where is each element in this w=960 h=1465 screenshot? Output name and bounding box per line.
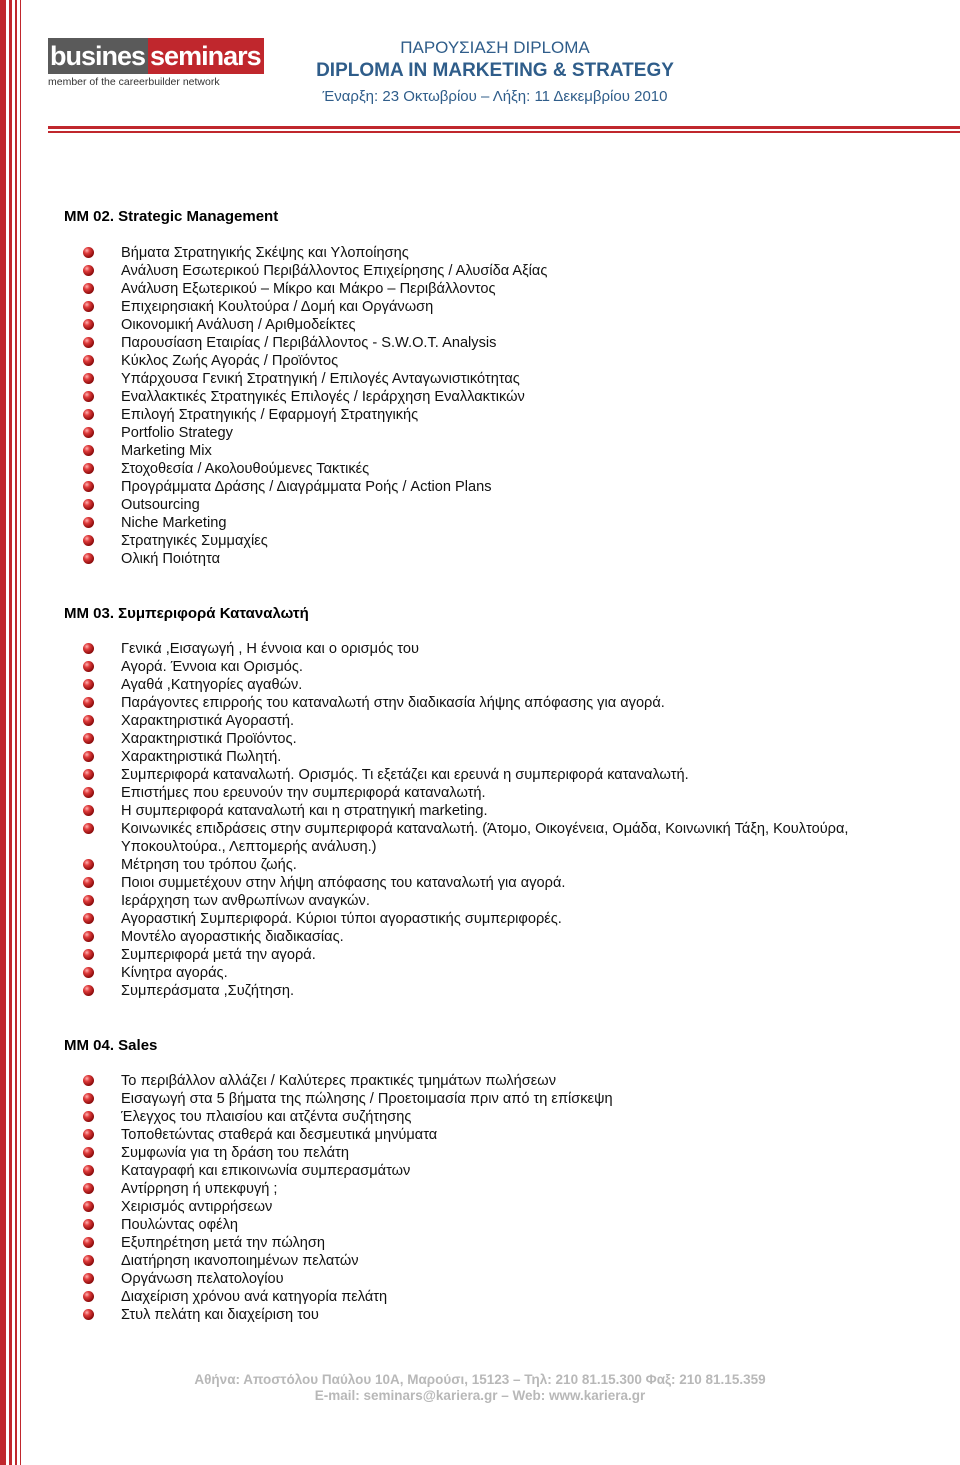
list-item-text: Ανάλυση Εσωτερικού Περιβάλλοντος Επιχείρησης / Αλυσίδα Αξίας — [121, 263, 548, 279]
list-item-text: Υπάρχουσα Γενική Στρατηγική / Επιλογές Ανταγωνιστικότητας — [121, 371, 520, 387]
bullet-icon — [83, 283, 94, 294]
list-item — [80, 1216, 935, 1234]
list-item — [80, 1234, 935, 1252]
list-item-text: Πουλώντας οφέλη — [121, 1217, 238, 1233]
bullet-icon — [83, 661, 94, 672]
section-title-mm04: MM 04. Sales — [64, 1037, 158, 1054]
list-item-text: Outsourcing — [121, 497, 200, 513]
list-item-text: Niche Marketing — [121, 515, 227, 531]
list-item-text: Εναλλακτικές Στρατηγικές Επιλογές / Ιεράρχηση Εναλλακτικών — [121, 389, 525, 405]
list-item-text: Οικονομική Ανάλυση / Αριθμοδείκτες — [121, 317, 356, 333]
list-item — [80, 856, 935, 874]
list-item — [80, 1090, 935, 1108]
list-item-text: Επιλογή Στρατηγικής / Εφαρμογή Στρατηγικής — [121, 407, 419, 423]
section-list-mm04 — [80, 1072, 935, 1324]
list-item-text: Ιεράρχηση των ανθρωπίνων αναγκών. — [121, 893, 370, 909]
list-item-text: Συμπεράσματα ,Συζήτηση. — [121, 983, 295, 999]
list-item-text: Κύκλος Ζωής Αγοράς / Προϊόντος — [121, 353, 339, 369]
bullet-icon — [83, 697, 94, 708]
list-item-text: Το περιβάλλον αλλάζει / Καλύτερες πρακτικές τμημάτων πωλήσεων — [121, 1073, 556, 1089]
list-item — [80, 334, 935, 352]
bullet-icon — [83, 373, 94, 384]
list-item-text: Βήματα Στρατηγικής Σκέψης και Υλοποίησης — [121, 245, 409, 261]
list-item — [80, 514, 935, 532]
bullet-icon — [83, 859, 94, 870]
list-item-text: Συμφωνία για τη δράση του πελάτη — [121, 1145, 349, 1161]
list-item — [80, 748, 935, 766]
list-item-text: Μοντέλο αγοραστικής διαδικασίας. — [121, 929, 344, 945]
bullet-icon — [83, 769, 94, 780]
list-item-text: Στρατηγικές Συμμαχίες — [121, 533, 268, 549]
list-item-text: Ποιοι συμμετέχουν στην λήψη απόφασης του καταναλωτή για αγορά. — [121, 875, 566, 891]
section-list-mm03 — [80, 640, 935, 1000]
left-decorative-bars — [0, 0, 24, 1465]
list-item-text: Αγορά. Έννοια και Ορισμός. — [121, 659, 303, 675]
list-item-text: Συμπεριφορά μετά την αγορά. — [121, 947, 316, 963]
list-item-text: Χαρακτηριστικά Αγοραστή. — [121, 713, 295, 729]
list-item — [80, 946, 935, 964]
list-item-text: Κίνητρα αγοράς. — [121, 965, 228, 981]
header-rule-top — [48, 126, 960, 129]
bullet-icon — [83, 409, 94, 420]
logo-word-business: busines — [48, 38, 148, 74]
bullet-icon — [83, 967, 94, 978]
list-item — [80, 874, 935, 892]
list-item — [80, 1288, 935, 1306]
list-item — [80, 766, 935, 784]
list-item — [80, 298, 935, 316]
bullet-icon — [83, 391, 94, 402]
bullet-icon — [83, 985, 94, 996]
bullet-icon — [83, 319, 94, 330]
list-item — [80, 820, 935, 856]
list-item — [80, 694, 935, 712]
list-item-text: Marketing Mix — [121, 443, 212, 459]
list-item — [80, 442, 935, 460]
list-item — [80, 460, 935, 478]
list-item — [80, 640, 935, 658]
list-item-text: Στυλ πελάτη και διαχείριση του — [121, 1307, 319, 1323]
bullet-icon — [83, 445, 94, 456]
bullet-icon — [83, 643, 94, 654]
bullet-icon — [83, 1129, 94, 1140]
bullet-icon — [83, 913, 94, 924]
list-item — [80, 982, 935, 1000]
bullet-icon — [83, 1273, 94, 1284]
header-presentation-label: ΠΑΡΟΥΣΙΑΣΗ DIPLOMA — [400, 38, 590, 57]
list-item — [80, 1072, 935, 1090]
bullet-icon — [83, 1219, 94, 1230]
bullet-icon — [83, 751, 94, 762]
list-item — [80, 928, 935, 946]
list-item-text: Ολική Ποιότητα — [121, 551, 221, 567]
list-item-text: Χειρισμός αντιρρήσεων — [121, 1199, 273, 1215]
bullet-icon — [83, 535, 94, 546]
list-item — [80, 1252, 935, 1270]
section-title-mm03: MM 03. Συμπεριφορά Καταναλωτή — [64, 605, 309, 622]
list-item-text: Καταγραφή και επικοινωνία συμπερασμάτων — [121, 1163, 411, 1179]
list-item — [80, 244, 935, 262]
section-list-mm02 — [80, 244, 935, 568]
list-item — [80, 280, 935, 298]
list-item-text: Παράγοντες επιρροής του καταναλωτή στην διαδικασία λήψης απόφασης για αγορά. — [121, 695, 665, 711]
list-item-text: Παρουσίαση Εταιρίας / Περιβάλλοντος - S.W.O.T. Analysis — [121, 335, 497, 351]
list-item — [80, 1108, 935, 1126]
list-item-text: Γενικά ,Εισαγωγή , Η έννοια και ο ορισμός του — [121, 641, 419, 657]
bullet-icon — [83, 1093, 94, 1104]
list-item — [80, 388, 935, 406]
bullet-icon — [83, 895, 94, 906]
list-item — [80, 910, 935, 928]
list-item — [80, 892, 935, 910]
list-item-text: Μέτρηση του τρόπου ζωής. — [121, 857, 297, 873]
bullet-icon — [83, 265, 94, 276]
bullet-icon — [83, 805, 94, 816]
list-item — [80, 964, 935, 982]
list-item-text: Χαρακτηριστικά Πωλητή. — [121, 749, 282, 765]
bullet-icon — [83, 1291, 94, 1302]
bullet-icon — [83, 1075, 94, 1086]
bullet-icon — [83, 517, 94, 528]
bullet-icon — [83, 427, 94, 438]
bullet-icon — [83, 1165, 94, 1176]
list-item-text: Διατήρηση ικανοποιημένων πελατών — [121, 1253, 359, 1269]
list-item-text: Διαχείριση χρόνου ανά κατηγορία πελάτη — [121, 1289, 388, 1305]
list-item-text: Συμπεριφορά καταναλωτή. Ορισμός. Τι εξετάζει και ερευνά η συμπεριφορά καταναλωτή. — [121, 767, 689, 783]
bullet-icon — [83, 499, 94, 510]
list-item — [80, 730, 935, 748]
bullet-icon — [83, 931, 94, 942]
list-item-text: Ανάλυση Εξωτερικού – Μίκρο και Μάκρο – Περιβάλλοντος — [121, 281, 496, 297]
logo-word-seminars: seminars — [148, 38, 264, 74]
bullet-icon — [83, 337, 94, 348]
bullet-icon — [83, 301, 94, 312]
bullet-icon — [83, 1111, 94, 1122]
header-dates: Έναρξη: 23 Οκτωβρίου – Λήξη: 11 Δεκεμβρίου 2010 — [322, 88, 668, 105]
bullet-icon — [83, 481, 94, 492]
list-item — [80, 532, 935, 550]
list-item — [80, 1180, 935, 1198]
list-item — [80, 676, 935, 694]
list-item — [80, 262, 935, 280]
list-item-text: Αντίρρηση ή υπεκφυγή ; — [121, 1181, 278, 1197]
list-item — [80, 478, 935, 496]
list-item — [80, 784, 935, 802]
bullet-icon — [83, 1255, 94, 1266]
list-item-text: Στοχοθεσία / Ακολουθούμενες Τακτικές — [121, 461, 370, 477]
list-item — [80, 658, 935, 676]
bullet-icon — [83, 715, 94, 726]
bullet-icon — [83, 553, 94, 564]
list-item — [80, 1198, 935, 1216]
bullet-icon — [83, 1309, 94, 1320]
list-item-text: Επιστήμες που ερευνούν την συμπεριφορά καταναλωτή. — [121, 785, 486, 801]
bullet-icon — [83, 355, 94, 366]
list-item-text: Αγοραστική Συμπεριφορά. Κύριοι τύποι αγοραστικής συμπεριφορές. — [121, 911, 562, 927]
list-item — [80, 712, 935, 730]
list-item-text: Εξυπηρέτηση μετά την πώληση — [121, 1235, 326, 1251]
list-item — [80, 1126, 935, 1144]
footer-address: Αθήνα: Αποστόλου Παύλου 10Α, Μαρούσι, 15123 – Τηλ: 210 81.15.300 Φαξ: 210 81.15.359 — [194, 1372, 766, 1387]
list-item — [80, 370, 935, 388]
list-item — [80, 496, 935, 514]
bullet-icon — [83, 1147, 94, 1158]
list-item — [80, 424, 935, 442]
footer-contact: E-mail: seminars@kariera.gr – Web: www.kariera.gr — [314, 1388, 646, 1403]
bullet-icon — [83, 463, 94, 474]
bullet-icon — [83, 787, 94, 798]
list-item-text: Κοινωνικές επιδράσεις στην συμπεριφορά καταναλωτή. (Άτομο, Οικογένεια, Ομάδα, Κοινωνική Τάξη, Κουλτούρα, Υποκουλτούρα., Λεπτομερής ανάλυση.) — [121, 821, 849, 855]
bullet-icon — [83, 733, 94, 744]
bullet-icon — [83, 823, 94, 834]
list-item — [80, 316, 935, 334]
list-item — [80, 1306, 935, 1324]
bullet-icon — [83, 1237, 94, 1248]
bullet-icon — [83, 949, 94, 960]
list-item-text: Αγαθά ,Κατηγορίες αγαθών. — [121, 677, 303, 693]
list-item — [80, 1144, 935, 1162]
bullet-icon — [83, 247, 94, 258]
bullet-icon — [83, 1183, 94, 1194]
bullet-icon — [83, 1201, 94, 1212]
list-item — [80, 1270, 935, 1288]
business-seminars-logo — [48, 38, 261, 90]
header-rule-bottom — [48, 131, 960, 133]
list-item — [80, 802, 935, 820]
list-item-text: Portfolio Strategy — [121, 425, 233, 441]
bullet-icon — [83, 877, 94, 888]
list-item-text: Εισαγωγή στα 5 βήματα της πώλησης / Προετοιμασία πριν από τη επίσκεψη — [121, 1091, 613, 1107]
list-item-text: Η συμπεριφορά καταναλωτή και η στρατηγική marketing. — [121, 803, 488, 819]
list-item-text: Τοποθετώντας σταθερά και δεσμευτικά μηνύματα — [121, 1127, 438, 1143]
list-item — [80, 406, 935, 424]
logo-tagline: member of the careerbuilder network — [48, 76, 220, 88]
list-item-text: Προγράμματα Δράσης / Διαγράμματα Ροής / Action Plans — [121, 479, 492, 495]
list-item — [80, 1162, 935, 1180]
list-item-text: Επιχειρησιακή Κουλτούρα / Δομή και Οργάνωση — [121, 299, 434, 315]
bullet-icon — [83, 679, 94, 690]
list-item-text: Οργάνωση πελατολογίου — [121, 1271, 284, 1287]
list-item-text: Έλεγχος του πλαισίου και ατζέντα συζήτησης — [121, 1109, 412, 1125]
section-title-mm02: MM 02. Strategic Management — [64, 208, 279, 225]
list-item-text: Χαρακτηριστικά Προϊόντος. — [121, 731, 297, 747]
list-item — [80, 550, 935, 568]
list-item — [80, 352, 935, 370]
header-course-title: DIPLOMA IN MARKETING & STRATEGY — [316, 60, 674, 81]
